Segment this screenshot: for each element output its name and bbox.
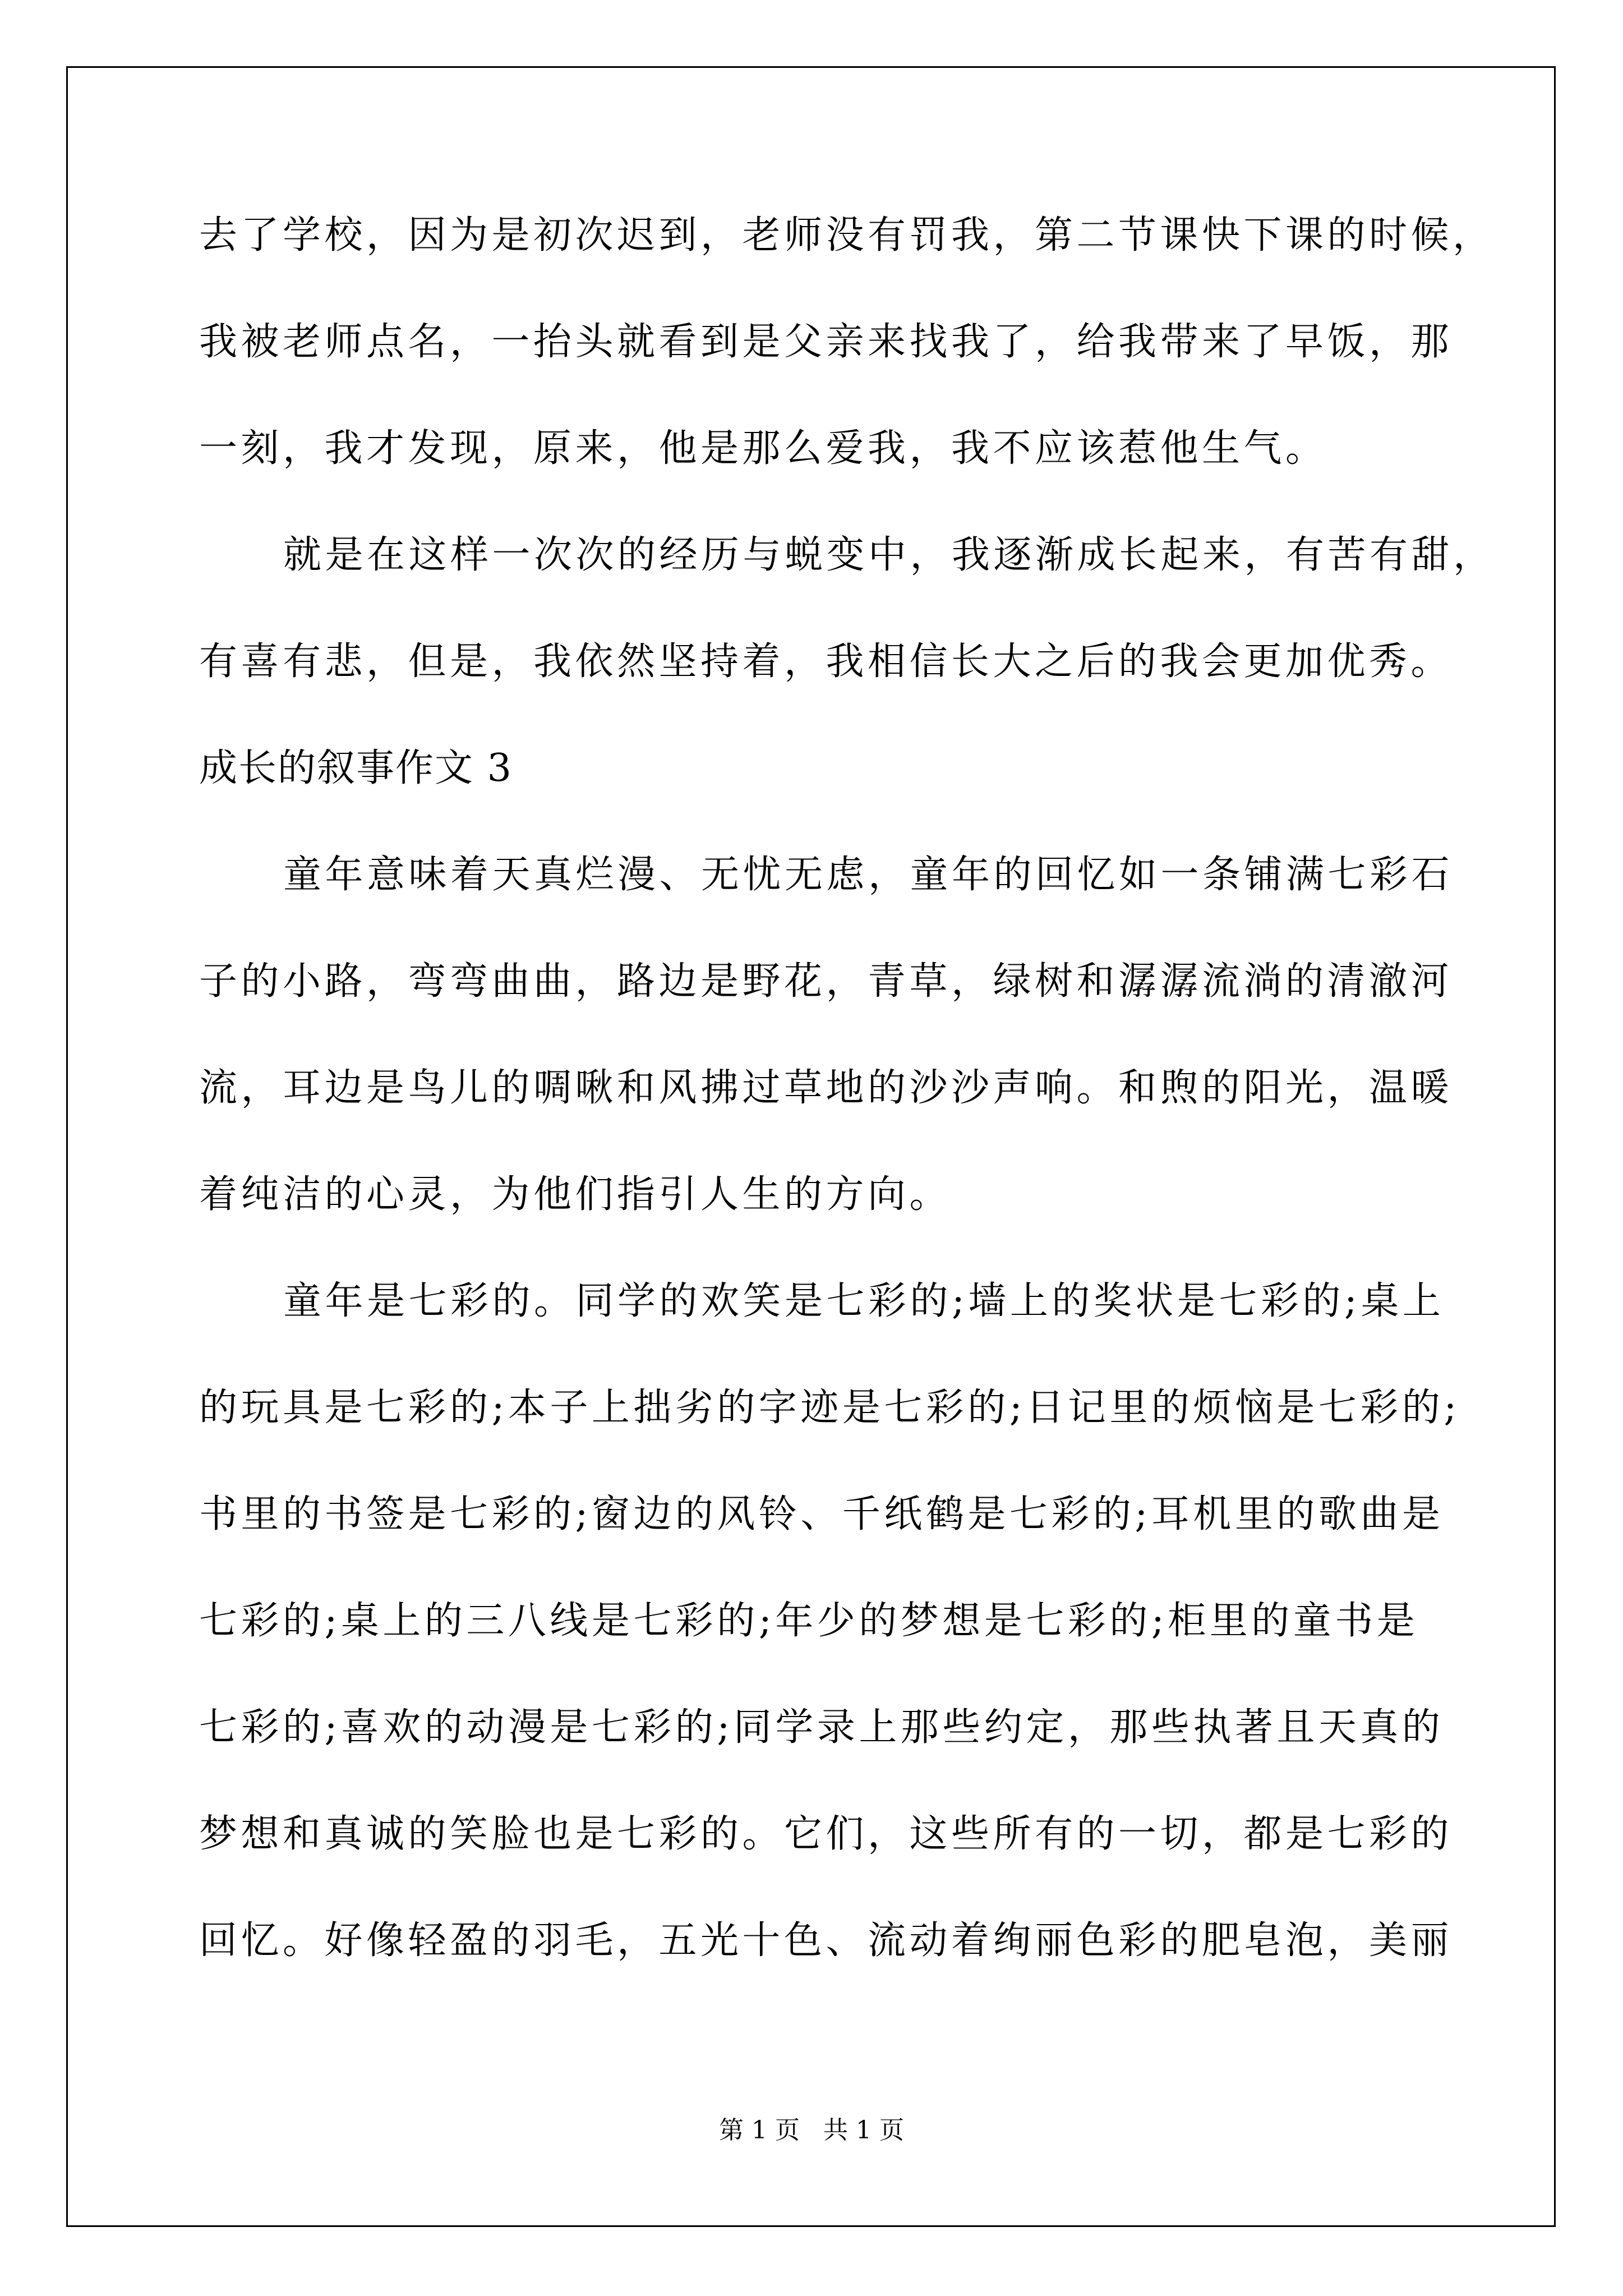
text-line: 子的小路，弯弯曲曲，路边是野花，青草，绿树和潺潺流淌的清澈河 — [199, 959, 1453, 1004]
text-line: 一刻，我才发现，原来，他是那么爱我，我不应该惹他生气。 — [199, 426, 1327, 471]
section-heading: 成长的叙事作文 3 — [199, 746, 513, 790]
paragraph-first-line: 童年是七彩的。同学的欢笑是七彩的;墙上的奖状是七彩的;桌上 — [283, 1279, 1445, 1323]
text-line: 着纯洁的心灵，为他们指引人生的方向。 — [199, 1172, 952, 1217]
text-line: 回忆。好像轻盈的羽毛，五光十色、流动着绚丽色彩的肥皂泡，美丽 — [199, 1918, 1453, 1963]
text-line: 七彩的;桌上的三八线是七彩的;年少的梦想是七彩的;柜里的童书是 — [199, 1599, 1419, 1643]
page-border — [66, 66, 1556, 2227]
text-line: 书里的书签是七彩的;窗边的风铃、千纸鹤是七彩的;耳机里的歌曲是 — [199, 1492, 1444, 1536]
page-number-footer: 第 1 页 共 1 页 — [719, 2116, 904, 2145]
text-line: 的玩具是七彩的;本子上拙劣的字迹是七彩的;日记里的烦恼是七彩的; — [199, 1386, 1460, 1430]
text-line: 流，耳边是鸟儿的啁啾和风拂过草地的沙沙声响。和煦的阳光，温暖 — [199, 1066, 1453, 1110]
paragraph-first-line: 就是在这样一次次的经历与蜕变中，我逐渐成长起来，有苦有甜， — [283, 533, 1495, 577]
text-line: 梦想和真诚的笑脸也是七彩的。它们，这些所有的一切，都是七彩的 — [199, 1812, 1453, 1856]
text-line: 我被老师点名，一抬头就看到是父亲来找我了，给我带来了早饭，那 — [199, 320, 1453, 364]
text-line: 七彩的;喜欢的动漫是七彩的;同学录上那些约定，那些执著且天真的 — [199, 1705, 1444, 1750]
text-line: 去了学校，因为是初次迟到，老师没有罚我，第二节课快下课的时候， — [199, 213, 1495, 257]
paragraph-first-line: 童年意味着天真烂漫、无忧无虑，童年的回忆如一条铺满七彩石 — [283, 853, 1454, 897]
text-line: 有喜有悲，但是，我依然坚持着，我相信长大之后的我会更加优秀。 — [199, 639, 1453, 684]
